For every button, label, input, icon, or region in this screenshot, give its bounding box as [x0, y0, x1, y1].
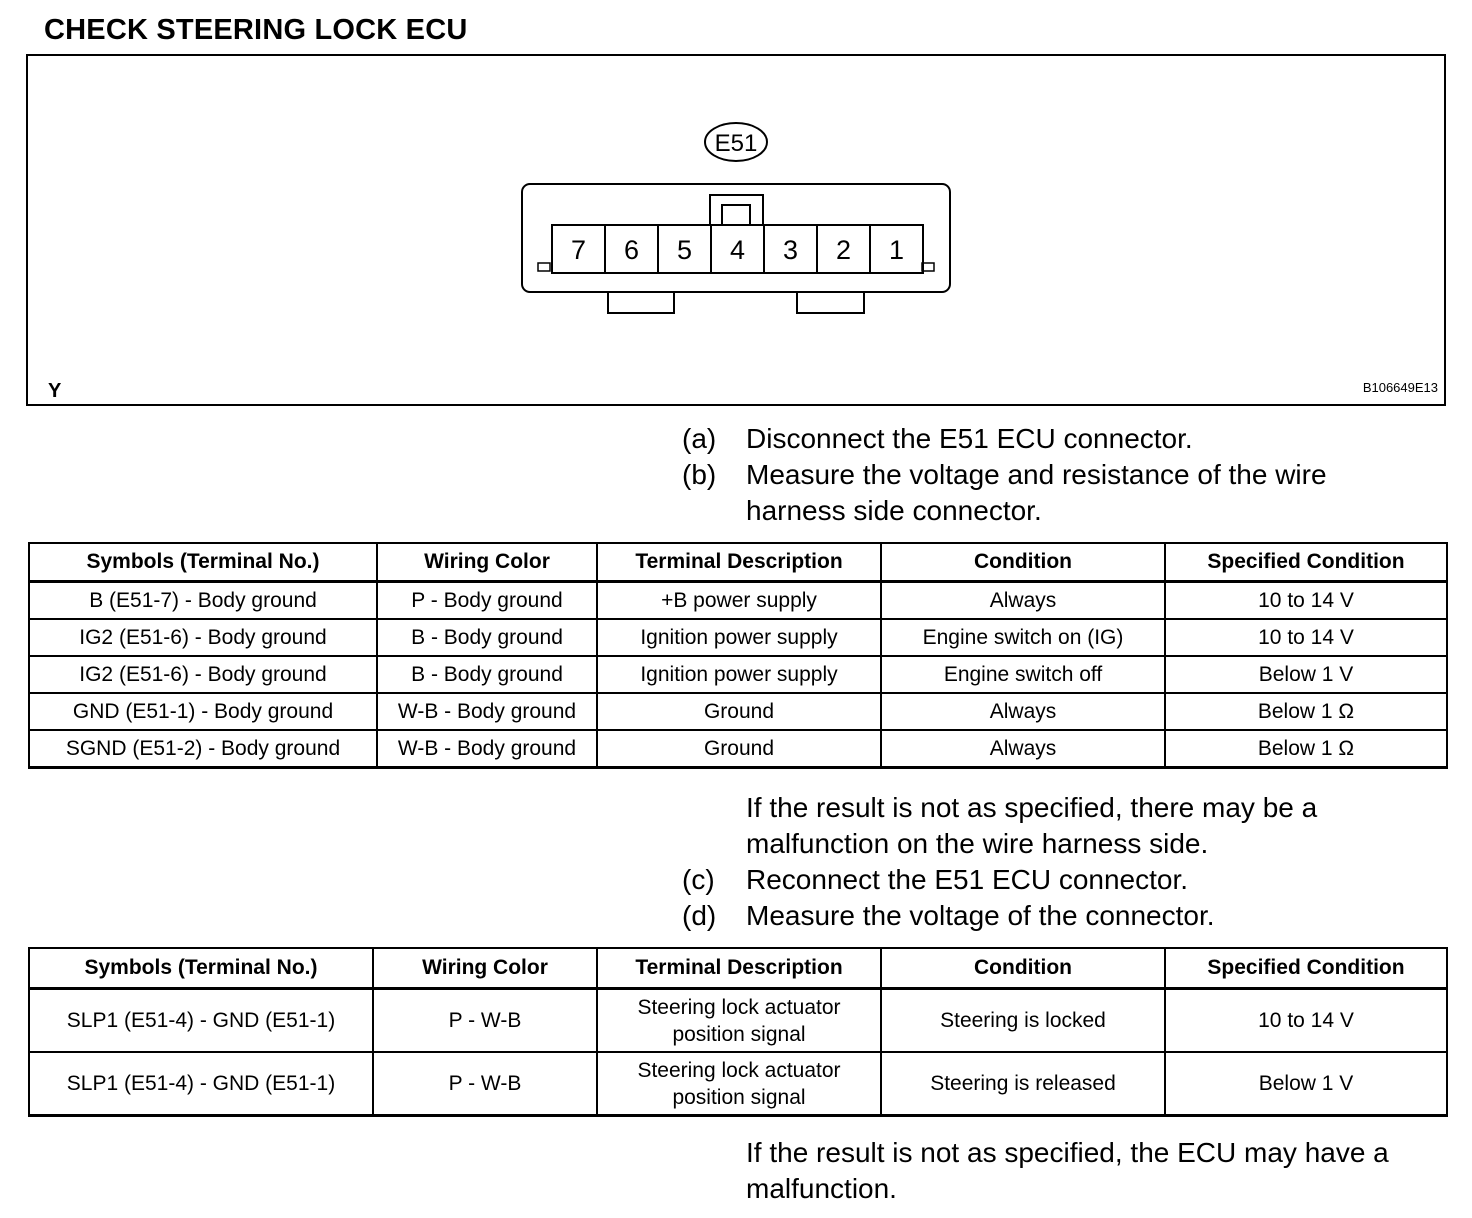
column-header: Wiring Color — [377, 543, 597, 582]
cell-specified: Below 1 V — [1165, 656, 1447, 693]
column-header: Terminal Description — [597, 948, 881, 989]
table-header-row — [29, 543, 1447, 582]
cell-condition: Always — [881, 730, 1165, 768]
cell-terminal: IG2 (E51-6) - Body ground — [29, 656, 377, 693]
column-header: Wiring Color — [373, 948, 597, 989]
step-d — [682, 898, 1462, 934]
step-label: (b) — [682, 459, 717, 490]
cell-condition: Engine switch on (IG) — [881, 619, 1165, 656]
pin-number: 7 — [570, 235, 587, 265]
cell-specified: Below 1 Ω — [1165, 693, 1447, 730]
cell-description: Steering lock actuator position signal — [597, 1052, 881, 1116]
step-b — [682, 457, 1462, 493]
column-header: Specified Condition — [1165, 948, 1447, 989]
pin-number: 1 — [888, 235, 905, 265]
cell-wiring-color: W-B - Body ground — [377, 693, 597, 730]
connector-key — [608, 292, 674, 313]
table-row — [29, 656, 1447, 693]
cell-wiring-color: B - Body ground — [377, 656, 597, 693]
cell-specified: Below 1 Ω — [1165, 730, 1447, 768]
cell-terminal: SGND (E51-2) - Body ground — [29, 730, 377, 768]
harness-note-line2: malfunction on the wire harness side. — [746, 828, 1209, 859]
harness-note-line1: If the result is not as specified, there may be a — [746, 792, 1318, 823]
pin-number: 3 — [782, 235, 799, 265]
cell-specified: 10 to 14 V — [1165, 582, 1447, 620]
connector-key — [797, 292, 864, 313]
step-text: Disconnect the E51 ECU connector. — [746, 423, 1193, 454]
column-header: Symbols (Terminal No.) — [29, 948, 373, 989]
step-b-continued: harness side connector. — [746, 495, 1042, 526]
table-row — [29, 1052, 1447, 1116]
column-header: Condition — [881, 948, 1165, 989]
column-header: Symbols (Terminal No.) — [29, 543, 377, 582]
cell-terminal: GND (E51-1) - Body ground — [29, 693, 377, 730]
figure-code: B106649E13 — [1362, 380, 1438, 395]
cell-description: Ignition power supply — [597, 619, 881, 656]
cell-wiring-color: P - Body ground — [377, 582, 597, 620]
connector-diagram — [28, 56, 1444, 404]
cell-condition: Always — [881, 582, 1165, 620]
step-c — [682, 862, 1462, 898]
table-header-row — [29, 948, 1447, 989]
step-label: (a) — [682, 423, 717, 454]
cell-terminal: IG2 (E51-6) - Body ground — [29, 619, 377, 656]
connector-figure — [26, 54, 1446, 406]
step-label: (c) — [682, 864, 715, 895]
step-text: Measure the voltage of the connector. — [746, 900, 1215, 931]
ecu-voltage-table — [28, 947, 1448, 1117]
cell-terminal: B (E51-7) - Body ground — [29, 582, 377, 620]
pin-number: 6 — [623, 235, 640, 265]
connector-latch — [710, 195, 763, 225]
table-row — [29, 989, 1447, 1053]
table-row — [29, 582, 1447, 620]
connector-side-nub — [538, 263, 550, 271]
cell-terminal: SLP1 (E51-4) - GND (E51-1) — [29, 989, 373, 1053]
cell-description: Ignition power supply — [597, 656, 881, 693]
connector-label: E51 — [714, 130, 758, 157]
cell-description: Ground — [597, 730, 881, 768]
cell-condition: Always — [881, 693, 1165, 730]
cell-description: +B power supply — [597, 582, 881, 620]
view-mark: Y — [48, 380, 62, 402]
table-row — [29, 619, 1447, 656]
cell-wiring-color: W-B - Body ground — [377, 730, 597, 768]
pin-row — [552, 225, 923, 273]
cell-condition: Steering is released — [881, 1052, 1165, 1116]
page-title: CHECK STEERING LOCK ECU — [44, 14, 468, 46]
pin-number: 5 — [676, 235, 693, 265]
cell-wiring-color: B - Body ground — [377, 619, 597, 656]
column-header: Terminal Description — [597, 543, 881, 582]
cell-wiring-color: P - W-B — [373, 1052, 597, 1116]
harness-check-table — [28, 542, 1448, 769]
cell-description: Ground — [597, 693, 881, 730]
ecu-note-line1: If the result is not as specified, the ECU may have a — [746, 1137, 1389, 1168]
cell-specified: 10 to 14 V — [1165, 619, 1447, 656]
cell-condition: Steering is locked — [881, 989, 1165, 1053]
step-text: Measure the voltage and resistance of the wire — [746, 459, 1327, 490]
step-text: Reconnect the E51 ECU connector. — [746, 864, 1189, 895]
connector-latch-inner — [722, 205, 750, 225]
pin-number: 2 — [835, 235, 852, 265]
pin-number: 4 — [729, 235, 746, 265]
cell-condition: Engine switch off — [881, 656, 1165, 693]
cell-terminal: SLP1 (E51-4) - GND (E51-1) — [29, 1052, 373, 1116]
step-a — [682, 421, 1462, 457]
ecu-note-line2: malfunction. — [746, 1173, 897, 1204]
column-header: Specified Condition — [1165, 543, 1447, 582]
table-row — [29, 693, 1447, 730]
table-row — [29, 730, 1447, 768]
cell-specified: Below 1 V — [1165, 1052, 1447, 1116]
step-label: (d) — [682, 900, 717, 931]
cell-specified: 10 to 14 V — [1165, 989, 1447, 1053]
cell-wiring-color: P - W-B — [373, 989, 597, 1053]
cell-description: Steering lock actuator position signal — [597, 989, 881, 1053]
column-header: Condition — [881, 543, 1165, 582]
